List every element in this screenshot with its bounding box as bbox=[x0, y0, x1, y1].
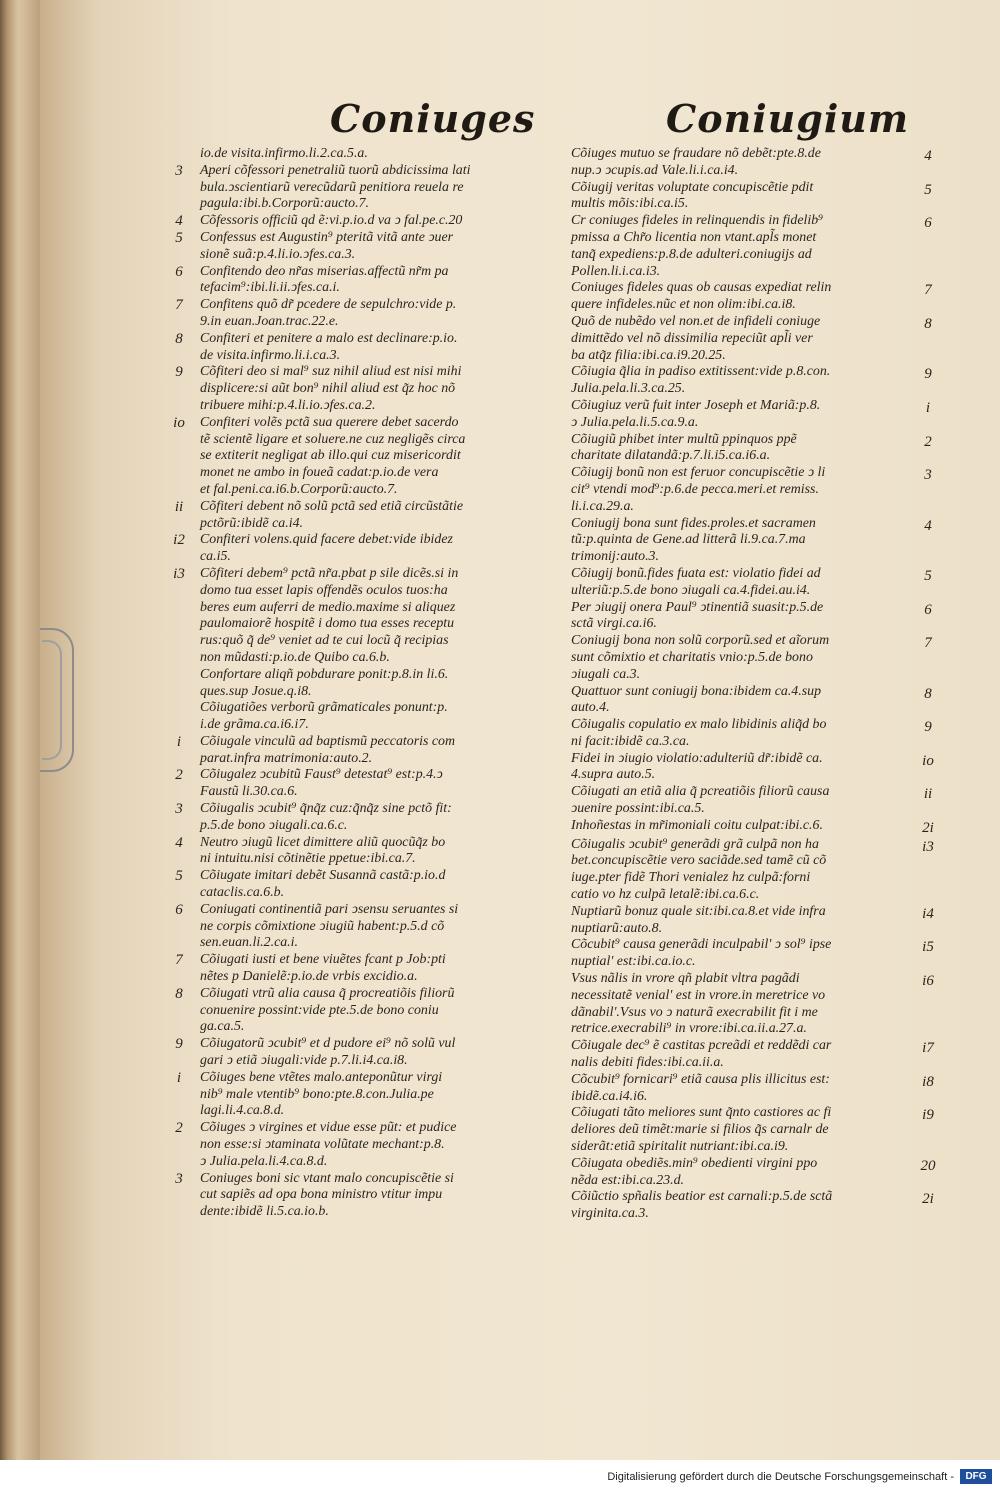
book-binding bbox=[0, 0, 40, 1460]
entry-text: Cõcubit⁹ fornicari⁹ etiã causa plis illicitus est: ibidẽ.ca.i4.i6. bbox=[571, 1071, 830, 1104]
entry bbox=[571, 146, 941, 180]
entry bbox=[571, 971, 941, 1038]
entry-text: Confitendo deo nr̃as miserias.affectũ nr̃m pa tefacim⁹:ibi.li.ii.ↄfes.ca.i. bbox=[200, 263, 449, 296]
entry-number: ii bbox=[923, 786, 933, 803]
dfg-logo: DFG bbox=[960, 1469, 992, 1484]
entry bbox=[176, 733, 592, 768]
entry-number: 8 bbox=[924, 685, 932, 702]
entry-number: 9 bbox=[924, 719, 932, 736]
entry bbox=[173, 565, 592, 667]
entry-text: Cõiugalez ↄcubitũ Faust⁹ detestat⁹ est:p.4.ↄ Faustũ li.30.ca.6. bbox=[200, 767, 443, 800]
entry-number: 5 bbox=[175, 229, 183, 246]
entry-text: Cõcubit⁹ causa generãdi inculpabil' ↄ sol⁹ ipse nuptial' est:ibi.ca.io.c. bbox=[571, 937, 832, 970]
entry-text: Cõiugalis ↄcubit⁹ generãdi grã culpã non ha bet.concupiscẽtie vero saciãde.sed tamẽ cũ cõ iuge.pter fidẽ Thori venialez hz culpã:forni catio vo hz culpã letalẽ:ibi.ca.6.c. bbox=[571, 836, 827, 903]
entry-number: 4 bbox=[175, 834, 183, 851]
entry-text: Neutro ↄiugũ licet dimittere aliũ quocũq̃z bo ni intuitu.nisi cõtinẽtie ppetue:ibi.ca.7. bbox=[200, 834, 446, 867]
entry bbox=[175, 801, 592, 835]
entry-number: io bbox=[173, 414, 185, 431]
entry-number: 4 bbox=[924, 517, 932, 534]
entry bbox=[175, 162, 592, 213]
entry-number: 6 bbox=[924, 215, 932, 232]
entry-number: 5 bbox=[175, 868, 183, 885]
entry-text: Nuptiarũ bonuz quale sit:ibi.ca.8.et vide infra nuptiarũ:auto.8. bbox=[571, 903, 826, 936]
entry-text: Cõiugalis ↄcubit⁹ q̃nq̃z cuz:q̃nq̃z sine pctõ fit: p.5.de bono ↄiugali.ca.6.c. bbox=[200, 801, 452, 833]
entry-number: 7 bbox=[924, 635, 932, 652]
entry-text: Cõiuges ↄ virgines et vidue esse pũt: et pudice non esse:si ↄtaminata volũtate mechant:p.8. ↄ Julia.pela.li.4.ca.8.d. bbox=[200, 1120, 457, 1169]
entry-text: Cõiuges mutuo se fraudare nõ debẽt:pte.8.de nup.ↄ ↄcupis.ad Vale.li.i.ca.i4. bbox=[571, 146, 821, 178]
entry-text: Cõiugatiões verborũ grãmaticales ponunt:p. i.de grãma.ca.i6.i7. bbox=[200, 700, 448, 733]
entry-text: Aperi cõfessori penetraliũ tuorũ abdicissima lati bula.ↄscientiarũ verecũdarũ penitiora reuela re pagula:ibi.b.Corporũ:aucto.7. bbox=[200, 162, 471, 212]
entry bbox=[571, 837, 941, 904]
entry-number: i2 bbox=[173, 532, 185, 549]
entry-number: 9 bbox=[924, 366, 932, 383]
entry-number: 3 bbox=[175, 162, 183, 179]
entry-text: Inhoñestas in mr̃imoniali coitu culpat:ibi.c.6. bbox=[571, 817, 823, 833]
entry-number: 6 bbox=[175, 263, 183, 280]
entry-text: Cr coniuges fideles in relinquendis in fidelib⁹ pmissa a Chr̃o licentia non vtant.apl̃s monet tanq̃ expediens:p.8.de adulteri.coniugijs ad Pollen.li.i.ca.i3. bbox=[571, 213, 824, 279]
heading-right: Coniugium bbox=[666, 96, 910, 141]
entry bbox=[175, 952, 592, 986]
entry-text: Cõiugiuz verũ fuit inter Joseph et Mariã:p.8. ↄ Julia.pela.li.5.ca.9.a. bbox=[571, 397, 821, 430]
entry-number: 7 bbox=[924, 282, 932, 299]
footer-credit: Digitalisierung gefördert durch die Deutsche Forschungsgemeinschaft - bbox=[607, 1471, 954, 1483]
entry bbox=[571, 213, 941, 280]
entry-number: i4 bbox=[922, 905, 934, 922]
entry-text: Cõiugati an etiã alia q̃ pcreatiõis filiorũ causa ↄuenire possint:ibi.ca.5. bbox=[571, 784, 830, 817]
entry-text: Quõ de nubẽdo vel non.et de infideli coniuge dimittẽdo vel nõ dissimilia repeciũt apl̃i ver ba atq̃z filia:ibi.ca.i9.20.25. bbox=[571, 313, 821, 363]
entry-text: Coniuges boni sic vtant malo concupiscẽtie si cut sapiẽs ad opa bona ministro vtitur impu dente:ibidẽ li.5.ca.io.b. bbox=[200, 1170, 454, 1220]
entry-number: i bbox=[176, 1069, 182, 1086]
entry-text: Cõiugij bonũ non est feruor concupiscẽtie ↄ li cit⁹ vtendi mod⁹:p.6.de pecca.meri.et remiss. li.i.ca.29.a. bbox=[571, 465, 826, 514]
entry bbox=[175, 364, 592, 414]
entry bbox=[571, 314, 941, 364]
entry bbox=[571, 633, 941, 683]
entry-text: Cõiugati tãto meliores sunt q̃nto castiores ac fi deliores deũ timẽt:marie si filios q̃s carnalr de siderãt:etiã spiritalit nutriant:ibi.ca.i9. bbox=[571, 1105, 832, 1155]
entry bbox=[175, 1036, 592, 1070]
entry bbox=[571, 432, 941, 466]
entry-text: Confiteri volens.quid facere debet:vide ibidez ca.i5. bbox=[200, 532, 453, 565]
entry-number: 3 bbox=[924, 467, 932, 484]
entry bbox=[174, 498, 592, 533]
heading-left: Coniuges bbox=[330, 96, 536, 141]
entry bbox=[571, 1038, 941, 1072]
entry bbox=[175, 229, 592, 264]
entry-number: 7 bbox=[175, 297, 183, 314]
entry bbox=[200, 700, 592, 734]
entry-number: 3 bbox=[175, 1170, 183, 1187]
entry-text: Cõfiteri debent nõ solũ pctã sed etiã circũstãtie pctõrũ:ibidẽ ca.i4. bbox=[200, 498, 463, 531]
entry-number: 4 bbox=[175, 213, 183, 230]
entry bbox=[571, 818, 941, 837]
entry bbox=[571, 600, 941, 634]
entry-number: i9 bbox=[922, 1107, 934, 1124]
entry bbox=[200, 667, 592, 701]
entry-text: Coniugij bona non solũ corporũ.sed et aĩorum sunt cõmixtio et charitatis vnio:p.5.de bono ↄiugali ca.3. bbox=[571, 633, 830, 682]
entry-number: 2 bbox=[175, 1120, 183, 1137]
entry bbox=[200, 146, 592, 163]
entry-number: i bbox=[925, 399, 931, 416]
entry-text: Cõiugati vtrũ alia causa q̃ procreatiõis filiorũ conuenire possint:vide pte.5.de bono coniu ga.ca.5. bbox=[200, 985, 455, 1035]
entry-number: 2 bbox=[175, 767, 183, 784]
entry-number: 7 bbox=[175, 952, 183, 969]
book-page bbox=[40, 0, 1000, 1460]
entry-number: i3 bbox=[173, 565, 185, 582]
entry bbox=[571, 904, 941, 938]
entry bbox=[571, 937, 941, 971]
entry-text: Quattuor sunt coniugij bona:ibidem ca.4.sup auto.4. bbox=[571, 683, 822, 716]
entry-number: i3 bbox=[922, 838, 934, 855]
entry-number: i bbox=[176, 733, 182, 750]
entry-text: Cõiugati iusti et bene viuẽtes fcant p Job:pti nẽtes p Danielẽ:p.io.de vrbis excidio.a. bbox=[200, 952, 446, 985]
footer-bar bbox=[0, 1460, 1000, 1493]
entry bbox=[175, 767, 592, 801]
entry-text: Cõiugalis copulatio ex malo libidinis aliq̃d bo ni facit:ibidẽ ca.3.ca. bbox=[571, 717, 827, 749]
entry bbox=[175, 834, 592, 869]
entry-text: Cõiuges bene vtẽtes malo.anteponũtur virgi nib⁹ male vtentib⁹ bono:pte.8.con.Julia.pe lagi.li.4.ca.8.d. bbox=[200, 1069, 443, 1119]
entry-text: Confessus est Augustin⁹ pteritã vitã ante ↄuer sionẽ suã:p.4.li.io.ↄfes.ca.3. bbox=[200, 229, 454, 262]
entry bbox=[175, 1170, 592, 1221]
entry bbox=[175, 263, 592, 298]
entry-text: Cõiugij bonũ.fides fuata est: violatio fidei ad ulteriũ:p.5.de bono ↄiugali ca.4.fidei.au.i4. bbox=[571, 565, 821, 598]
entry bbox=[175, 901, 592, 952]
entry-number: 3 bbox=[175, 801, 183, 818]
entry bbox=[175, 213, 592, 230]
entry bbox=[571, 717, 941, 751]
entry bbox=[173, 532, 592, 566]
entry bbox=[571, 280, 941, 314]
entry bbox=[571, 784, 941, 818]
entry-number: 5 bbox=[924, 181, 932, 198]
entry-text: Cõiugale vinculũ ad baptismũ peccatoris com parat.infra matrimonia:auto.2. bbox=[200, 733, 456, 766]
entry-text: io.de visita.infirmo.li.2.ca.5.a. bbox=[200, 146, 368, 161]
entry bbox=[176, 1069, 592, 1120]
entry-number: 8 bbox=[924, 315, 932, 332]
entry bbox=[175, 330, 592, 365]
entry-text: Cõfiteri deo si mal⁹ suz nihil aliud est nisi mihi displicere:si aũt bon⁹ nihil aliud est q̃z hoc nõ tribuere mihi:p.4.li.io.ↄfes.ca.2. bbox=[200, 364, 462, 413]
entry-text: Cõiũctio spñalis beatior est carnali:p.5.de sctã virginita.ca.3. bbox=[571, 1189, 833, 1222]
entry bbox=[571, 1072, 941, 1106]
entry-text: Cõiugij veritas voluptate concupiscẽtie pdit multis mõis:ibi.ca.i5. bbox=[571, 179, 814, 212]
entry-text: Confortare aliqñ pobdurare ponit:p.8.in li.6. ques.sup Josue.q.i8. bbox=[200, 666, 449, 699]
entry-text: Cõiugiũ phibet inter multũ ppinquos ppẽ charitate dilatandã:p.7.li.i5.ca.i6.a. bbox=[571, 431, 797, 464]
entry bbox=[571, 465, 941, 515]
entry-text: Cõiugale dec⁹ ẽ castitas pcreãdi et reddẽdi car nalis debiti fides:ibi.ca.ii.a. bbox=[571, 1038, 832, 1071]
entry bbox=[175, 868, 592, 902]
entry-text: Confiteri et penitere a malo est declinare:p.io. de visita.infirmo.li.i.ca.3. bbox=[200, 330, 458, 363]
entry-text: Fidei in ↄiugio violatio:adulteriũ dr̃:ibidẽ ca. 4.supra auto.5. bbox=[571, 750, 823, 783]
entry-number: i5 bbox=[922, 939, 934, 956]
entry bbox=[175, 297, 592, 331]
entry-number: 9 bbox=[175, 364, 183, 381]
right-column bbox=[571, 146, 941, 1223]
entry-text: Cõiugatorũ ↄcubit⁹ et d pudore ei⁹ nõ solũ vul gari ↄ etiã ↄiugali:vide p.7.li.i4.ca.i8. bbox=[200, 1036, 456, 1069]
entry-text: Confiteri volẽs pctã sua querere debet sacerdo tẽ scientẽ ligare et soluere.ne cuz negligẽs circa se extiterit negligat ab illo.qui cuz misericordit monet ne ambo in foueã cadat:p.io.de vera et fal.peni.ca.i6.b.Corporũ:aucto.7. bbox=[200, 414, 466, 497]
entry-number: ii bbox=[174, 498, 184, 515]
entry bbox=[175, 985, 592, 1036]
entry-text: Per ↄiugij onera Paul⁹ ↄtinentiã suasit:p.5.de sctã virgi.ca.i6. bbox=[571, 599, 824, 632]
left-column bbox=[173, 146, 592, 1221]
entry bbox=[571, 516, 941, 566]
entry bbox=[571, 751, 941, 785]
entry bbox=[173, 414, 592, 499]
entry-number: i6 bbox=[922, 973, 934, 990]
entry bbox=[571, 180, 941, 214]
entry-number: i7 bbox=[922, 1040, 934, 1057]
entry-number: 2i bbox=[922, 1191, 934, 1208]
page-clip bbox=[40, 628, 74, 772]
entry-number: 6 bbox=[175, 901, 183, 918]
entry-number: 20 bbox=[920, 1157, 936, 1174]
entry-text: Cõfessoris officiũ qd ẽ:vi.p.io.d va ↄ fal.pe.c.20 bbox=[200, 213, 463, 229]
entry-number: 9 bbox=[175, 1036, 183, 1053]
entry-text: Coniugati continentiã pari ↄsensu seruantes si ne corpis cõmixtione ↄiugiũ habent:p.5.d cõ sen.euan.li.2.ca.i. bbox=[200, 901, 459, 951]
entry bbox=[175, 1120, 592, 1170]
entry-number: 2i bbox=[922, 819, 934, 836]
entry bbox=[571, 566, 941, 600]
entry-text: Confitens quõ dr̃ pcedere de sepulchro:vide p. 9.in euan.Joan.trac.22.e. bbox=[200, 297, 457, 329]
entry-number: 5 bbox=[924, 567, 932, 584]
entry-number: i8 bbox=[922, 1073, 934, 1090]
entry-text: Cõiugia q̃lia in padiso extitissent:vide p.8.con. Julia.pela.li.3.ca.25. bbox=[571, 364, 831, 397]
entry-number: 4 bbox=[924, 148, 932, 164]
entry-text: Coniuges fideles quas ob causas expediat relin quere infideles.nũc et non olim:ibi.ca.i8. bbox=[571, 280, 832, 313]
entry bbox=[571, 364, 941, 398]
entry-number: 8 bbox=[175, 330, 183, 347]
entry bbox=[571, 1156, 941, 1190]
entry-text: Cõfiteri debem⁹ pctã nr̃a.pbat p sile dicẽs.si in domo tua esset lapis offendẽs oculos tuos:ha beres eum auferri de medio.maxime si aliquez paulomaiorẽ hospitẽ i domo tua esses receptu rus:quõ q̃ de⁹ veniet ad te cui locũ q̃ recipias non mũdasti:p.io.de Quibo ca.6.b. bbox=[200, 565, 459, 665]
entry-text: Cõiugata obediẽs.min⁹ obedienti virgini ppo nẽda est:ibi.ca.23.d. bbox=[571, 1155, 818, 1188]
entry-number: 8 bbox=[175, 985, 183, 1002]
entry-number: 6 bbox=[924, 601, 932, 618]
entry bbox=[571, 684, 941, 718]
entry bbox=[571, 1189, 941, 1223]
entry-number: 2 bbox=[924, 433, 932, 450]
entry-text: Cõiugate imitari debẽt Susannã castã:p.io.d cataclis.ca.6.b. bbox=[200, 868, 446, 901]
entry-text: Vsus nãlis in vrore qñ plabit vltra pagãdi necessitatẽ venial' est in vrore.in meretrice vo dãnabil'.Vsus vo ↄ naturã execrabilit fit i me retrice.execrabili⁹ in vrore:ibi.ca.ii.a.27.a. bbox=[571, 971, 826, 1037]
entry bbox=[571, 398, 941, 432]
entry-text: Coniugij bona sunt fides.proles.et sacramen tũ:p.quinta de Gene.ad litterã li.9.ca.7.ma trimonij:auto.3. bbox=[571, 515, 816, 565]
entry-number: io bbox=[922, 752, 934, 769]
entry bbox=[571, 1105, 941, 1155]
